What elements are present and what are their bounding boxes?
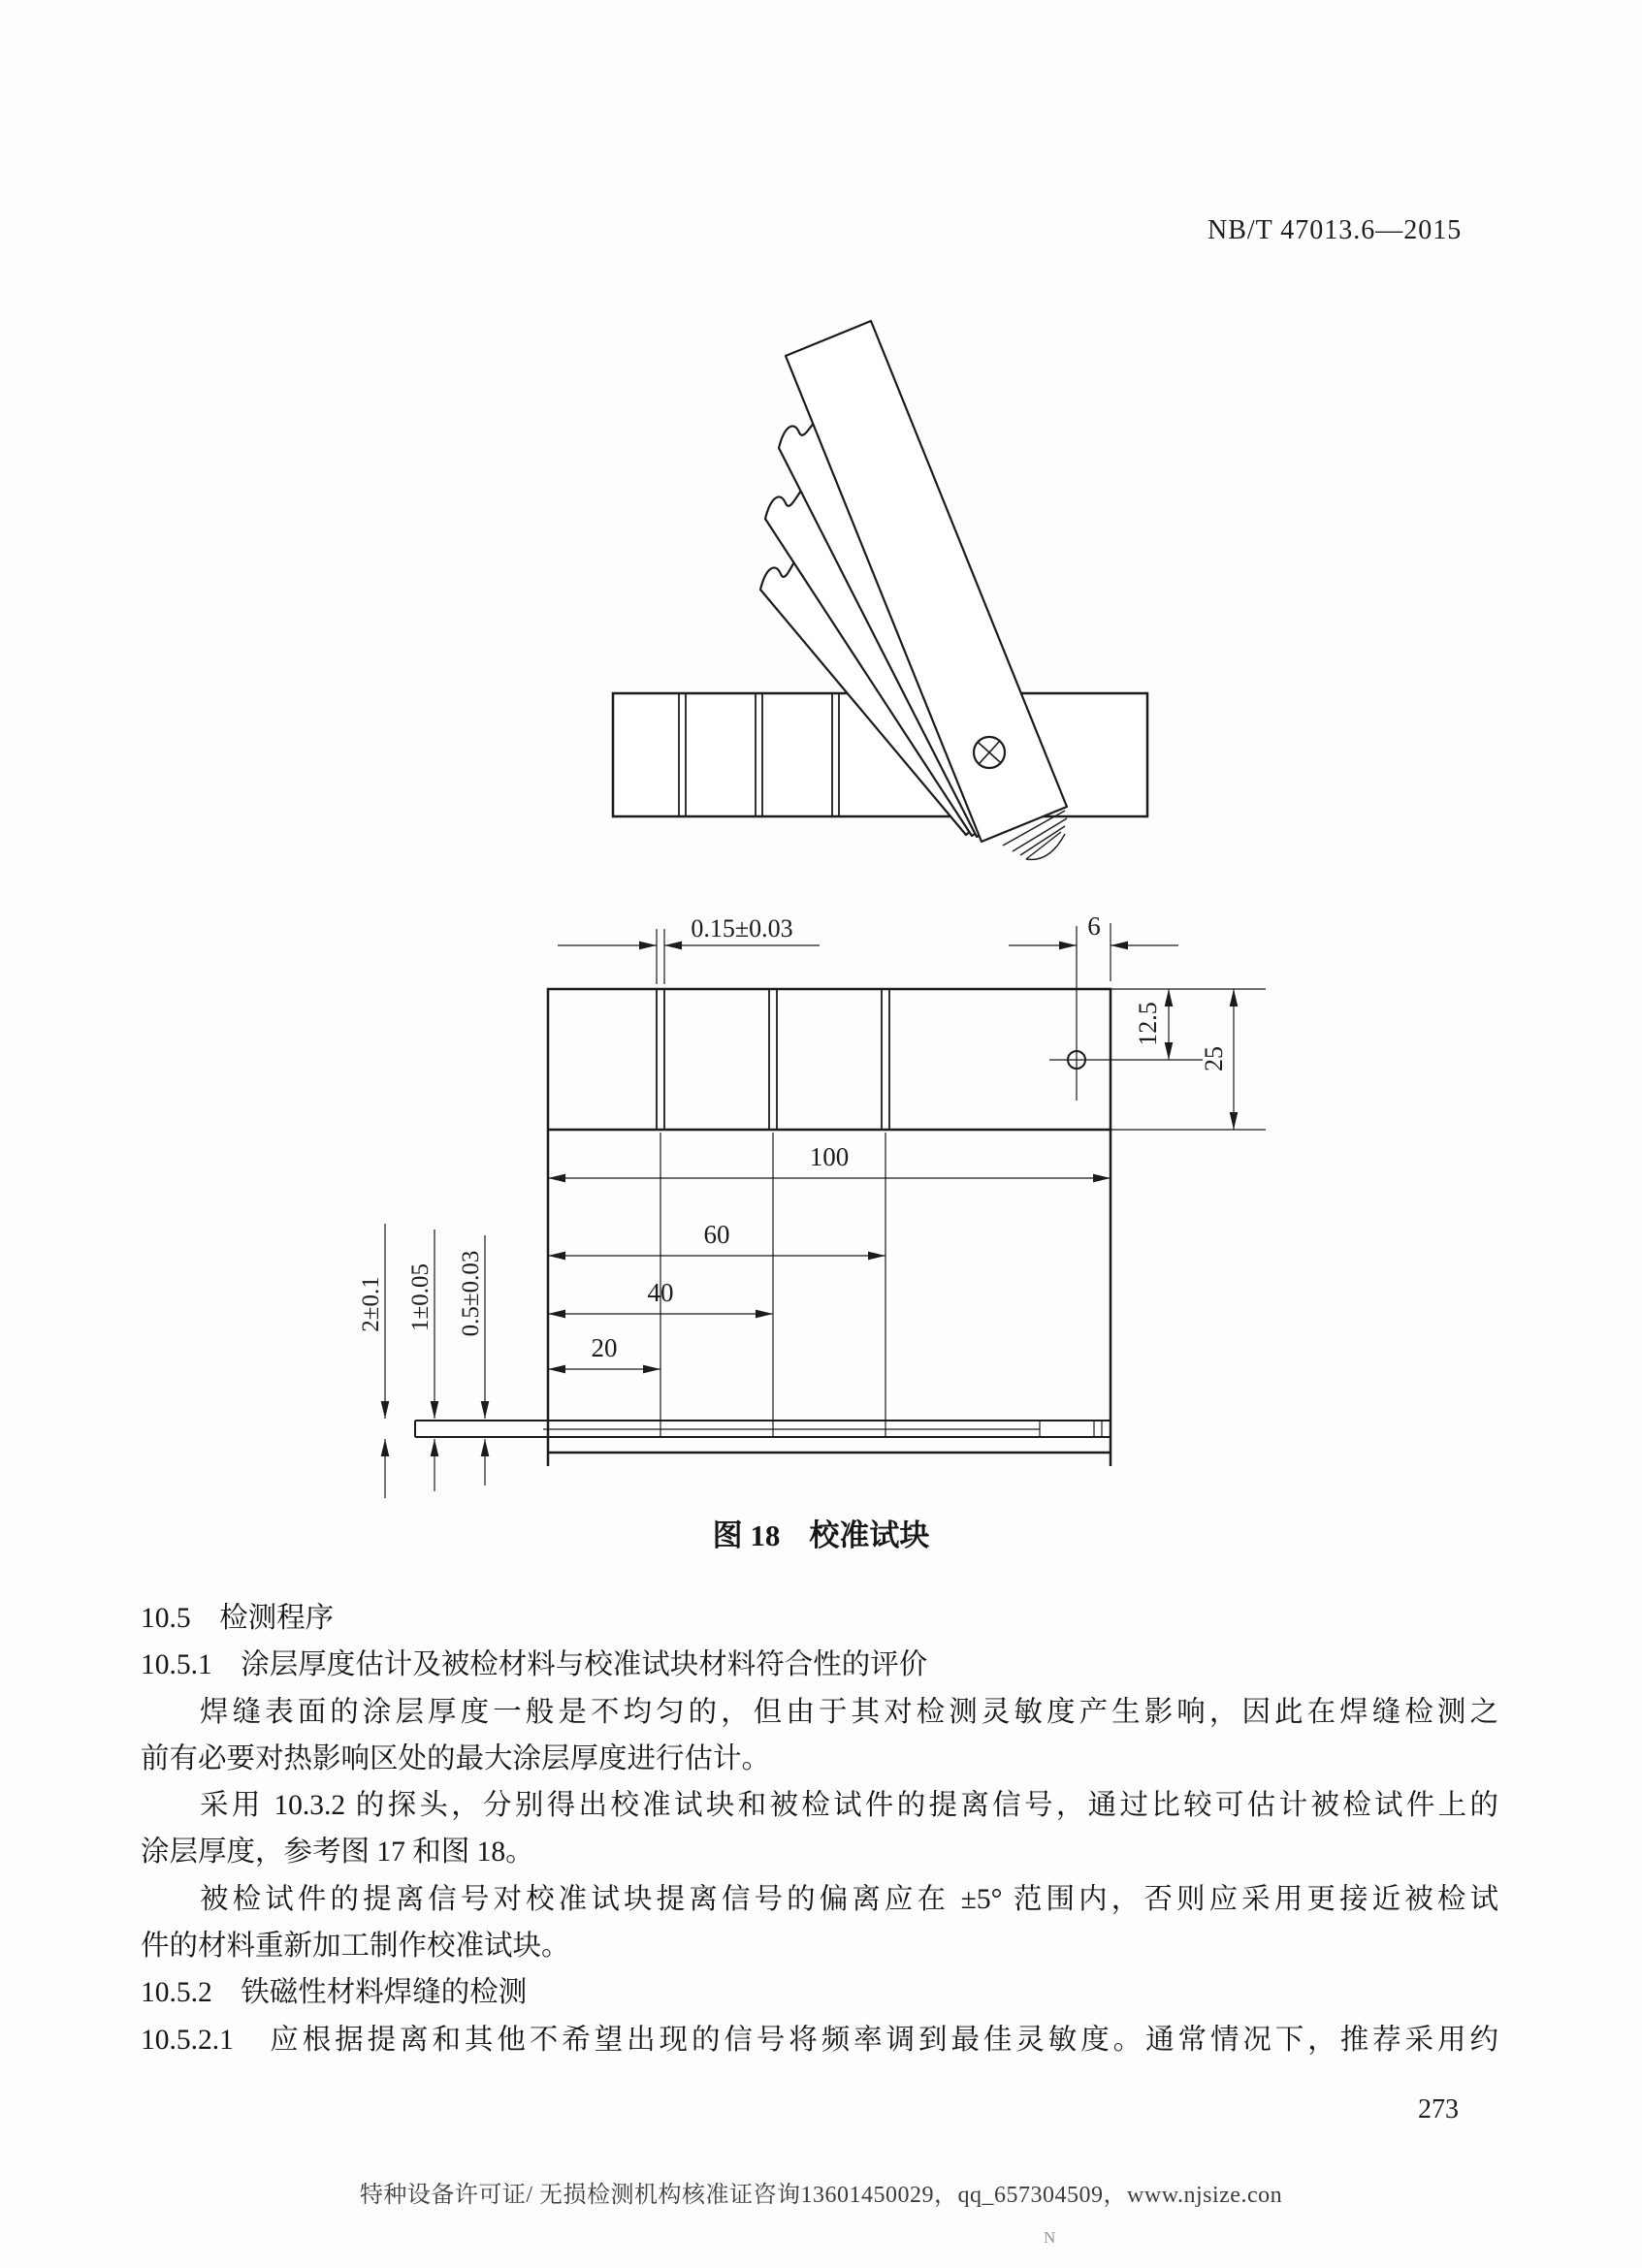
dim-label-40: 40 [647,1278,674,1307]
length-dims [548,1178,1111,1369]
text-line: 被检试件的提离信号对校准试块提离信号的偏离应在 ±5° 范围内，否则应采用更接近被检试 [200,1883,1498,1915]
text-line: 10.5.2.1 应根据提离和其他不希望出现的信号将频率调到最佳灵敏度。通常情况下，推荐采用约 [141,2024,1498,2056]
page-number: 273 [1418,2094,1459,2124]
text-line: 件的材料重新加工制作校准试块。 [141,1931,570,1963]
dim-label-hole-edge: 6 [1087,911,1101,941]
figure-18-drawing [272,233,1338,1581]
dim-label-25: 25 [1200,1046,1228,1071]
figure-caption [0,1511,1642,1554]
standard-number: NB/T 47013.6—2015 [1207,215,1463,245]
figure-caption-number: 图 18 [712,1518,781,1552]
footer-watermark: 特种设备许可证/ 无损检测机构核准证咨询13601450029，qq_657304509，www.njsize.con [359,2183,1283,2208]
body-text [141,1595,1498,2063]
front-view [385,1130,1111,1498]
text-line: 采用 10.3.2 的探头，分别得出校准试块和被检试件的提离信号，通过比较可估计被检试件上的 [200,1790,1498,1822]
text-line: 涂层厚度，参考图 17 和图 18。 [141,1837,534,1869]
plan-slots [657,989,889,1130]
dim-label-shim-1: 1±0.05 [407,1263,434,1331]
dim-label-shim-2: 2±0.1 [358,1276,384,1332]
perspective-view [613,321,1147,859]
dim-label-100: 100 [809,1142,850,1171]
figure-caption-title: 校准试块 [809,1518,930,1552]
dim-label-20: 20 [591,1333,618,1362]
dim-label-12-5: 12.5 [1134,1002,1162,1046]
dim-label-60: 60 [703,1220,730,1249]
dimension-labels [358,911,1228,1362]
text-line: 10.5 检测程序 [141,1603,335,1634]
text-line: 前有必要对热影响区处的最大涂层厚度进行估计。 [141,1742,771,1774]
text-line: 10.5.1 涂层厚度估计及被检材料与校准试块材料符合性的评价 [141,1649,928,1681]
screw-icon [974,737,1005,768]
shim-strip [415,1421,1111,1437]
dim-label-shim-05: 0.5±0.03 [458,1250,484,1337]
dim-label-slot-width: 0.15±0.03 [691,914,793,942]
slot-extension-lines [660,1133,885,1421]
plan-outline [548,989,1111,1130]
footer-mark: N [1044,2228,1056,2247]
text-line: 焊缝表面的涂层厚度一般是不均匀的，但由于其对检测灵敏度产生影响，因此在焊缝检测之 [200,1696,1498,1728]
hole [1049,926,1203,1101]
text-line: 10.5.2 铁磁性材料焊缝的检测 [141,1977,528,2009]
